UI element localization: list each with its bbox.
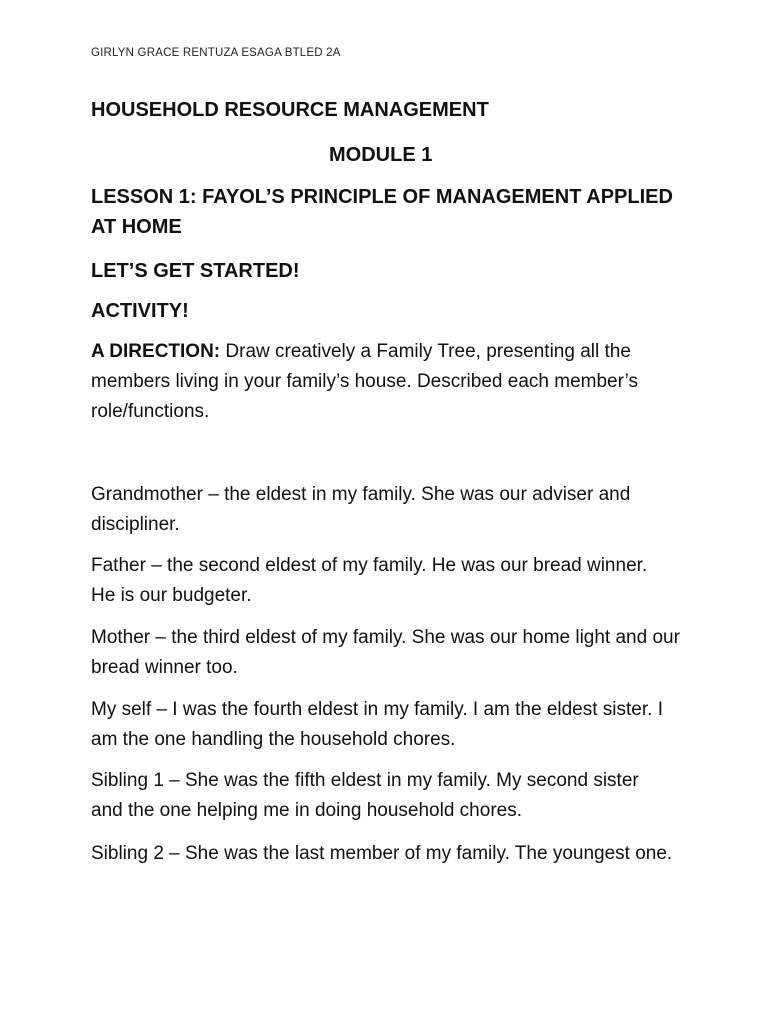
member-sibling-1: Sibling 1 – She was the fifth eldest in my family. My second sister and the one helping me in doing household chores. — [91, 770, 639, 821]
section-heading: LET’S GET STARTED! — [91, 260, 300, 282]
module-title: MODULE 1 — [329, 144, 433, 166]
direction-text: Draw creatively a Family Tree, presenting all the members living in your family’s house. Described each member’s role/functions. — [91, 341, 639, 422]
direction-label: A DIRECTION: — [91, 341, 221, 362]
direction-paragraph — [91, 337, 681, 427]
activity-heading: ACTIVITY! — [91, 300, 189, 322]
member-grandmother: Grandmother – the eldest in my family. She was our adviser and discipliner. — [91, 484, 631, 535]
member-myself: My self – I was the fourth eldest in my family. I am the eldest sister. I am the one handling the household chores. — [91, 699, 663, 750]
member-mother: Mother – the third eldest of my family. She was our home light and our bread winner too. — [91, 627, 680, 678]
lesson-title: LESSON 1: FAYOL’S PRINCIPLE OF MANAGEMENT APPLIED AT HOME — [91, 186, 673, 238]
document-title: HOUSEHOLD RESOURCE MANAGEMENT — [91, 99, 489, 121]
author-header: GIRLYN GRACE RENTUZA ESAGA BTLED 2A — [91, 47, 341, 59]
member-sibling-2: Sibling 2 – She was the last member of my family. The youngest one. — [91, 843, 673, 864]
member-father: Father – the second eldest of my family. He was our bread winner. He is our budgeter. — [91, 555, 648, 606]
